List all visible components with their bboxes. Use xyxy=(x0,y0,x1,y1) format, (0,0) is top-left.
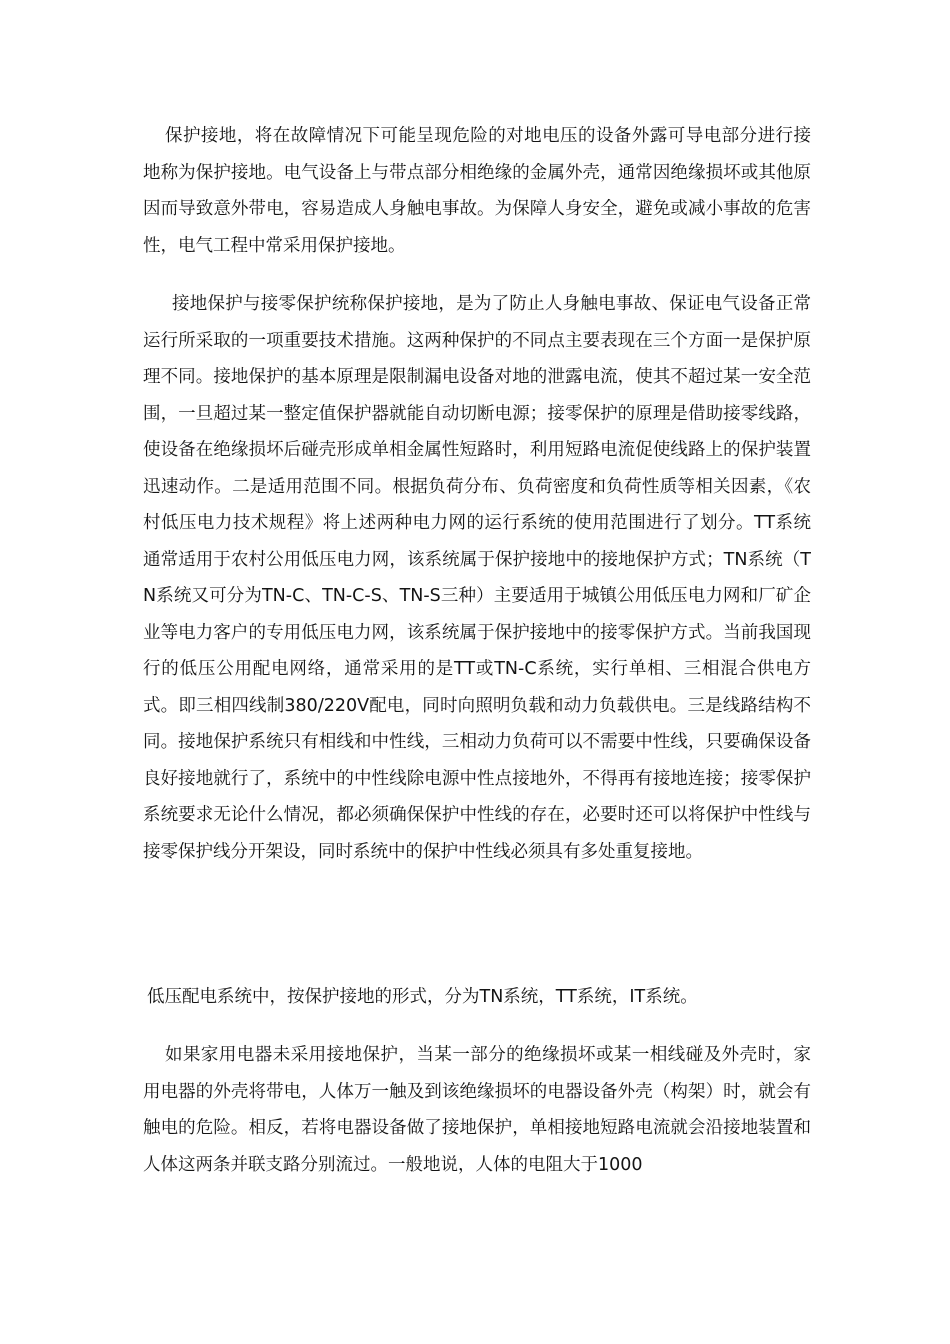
paragraph-system-types: 低压配电系统中，按保护接地的形式，分为TN系统，TT系统，IT系统。 xyxy=(147,987,698,1007)
paragraph-protective-earthing-definition: 保护接地，将在故障情况下可能呈现危险的对地电压的设备外露可导电部分进行接地称为保护接地。电气设备上与带点部分相绝缘的金属外壳，通常因绝缘损坏或其他原因而导致意外带电，容易造成人身触电事故。为保障人身安全，避免或减小事故的危害性，电气工程中常采用保护接地。 xyxy=(143,126,811,256)
paragraph-earthing-vs-neutral-protection: 接地保护与接零保护统称保护接地，是为了防止人身触电事故、保证电气设备正常运行所采取的一项重要技术措施。这两种保护的不同点主要表现在三个方面一是保护原理不同。接地保护的基本原理是限制漏电设备对地的泄露电流，使其不超过某一安全范围，一旦超过某一整定值保护器就能自动切断电源；接零保护的原理是借助接零线路，使设备在绝缘损坏后碰壳形成单相金属性短路时，利用短路电流促使线路上的保护装置迅速动作。二是适用范围不同。根据负荷分布、负荷密度和负荷性质等相关因素，《农村低压电力技术规程》将上述两种电力网的运行系统的使用范围进行了划分。TT系统通常适用于农村公用低压电力网，该系统属于保护接地中的接地保护方式；TN系统（TN系统又可分为TN-C、TN-C-S、TN-S三种）主要适用于城镇公用低压电力网和厂矿企业等电力客户的专用低压电力网，该系统属于保护接地中的接零保护方式。当前我国现行的低压公用配电网络，通常采用的是TT或TN-C系统，实行单相、三相混合供电方式。即三相四线制380/220V配电，同时向照明负载和动力负载供电。三是线路结构不同。接地保护系统只有相线和中性线，三相动力负荷可以不需要中性线，只要确保设备良好接地就行了，系统中的中性线除电源中性点接地外，不得再有接地连接；接零保护系统要求无论什么情况，都必须确保保护中性线的存在，必要时还可以将保护中性线与接零保护线分开架设，同时系统中的保护中性线必须具有多处重复接地。 xyxy=(143,294,811,862)
paragraph-household-appliance-earthing: 如果家用电器未采用接地保护，当某一部分的绝缘损坏或某一相线碰及外壳时，家用电器的外壳将带电，人体万一触及到该绝缘损坏的电器设备外壳（构架）时，就会有触电的危险。相反，若将电器设备做了接地保护，单相接地短路电流就会沿接地装置和人体这两条并联支路分别流过。一般地说，人体的电阻大于1000 xyxy=(143,1045,811,1175)
